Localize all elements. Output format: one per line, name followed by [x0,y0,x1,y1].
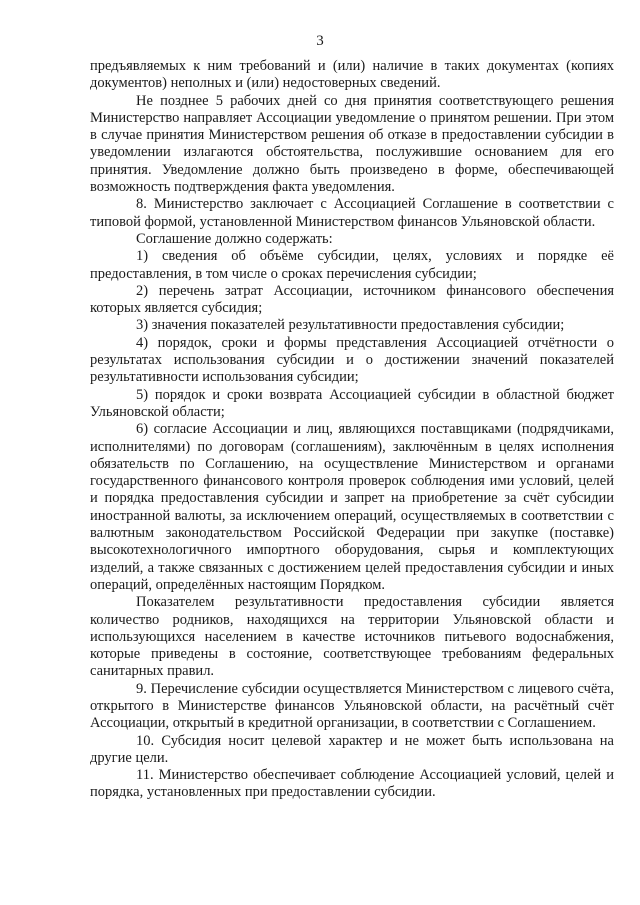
paragraph: Соглашение должно содержать: [136,230,333,247]
page-number: 3 [316,33,324,49]
paragraph: 1) сведения об объёме субсидии, целях, условиях и порядке её предоставления, в том числе о сроках перечисления субсидии; [90,248,614,282]
paragraph: Показателем результативности предоставления субсидии является количество родников, находящихся на территории Ульяновской области и использующихся населением в качестве источников питьевого водоснабжения, которые приведены в состояние, соответствующее требованиям федеральных санитарных правил. [90,594,614,680]
paragraph: 4) порядок, сроки и формы представления Ассоциацией отчётности о результатах использования субсидии и о достижении значений показателей результативности использования субсидии; [90,334,614,386]
paragraph: 3) значения показателей результативности предоставления субсидии; [136,317,565,334]
paragraph: 9. Перечисление субсидии осуществляется Министерством с лицевого счёта, открытого в Министерстве финансов Ульяновской области, на расчётный счёт Ассоциации, открытый в кредитной организации, в соответствии с Соглашением. [90,680,614,732]
paragraph: 5) порядок и сроки возврата Ассоциацией субсидии в областной бюджет Ульяновской области; [90,386,614,420]
paragraph: 2) перечень затрат Ассоциации, источником финансового обеспечения которых является субсидия; [90,282,614,317]
paragraph: Не позднее 5 рабочих дней со дня принятия соответствующего решения Министерство направляет Ассоциации уведомление о принятом решении. При этом в случае принятия Министерством решения об отказе в предоставлении субсидии в уведомлении излагаются обстоятельства, послужившие основанием для его принятия. Уведомление должно быть произведено в форме, обеспечивающей возможность подтверждения факта уведомления. [90,92,614,196]
paragraph: 8. Министерство заключает с Ассоциацией Соглашение в соответствии с типовой формой, установленной Министерством финансов Ульяновской области. [90,196,614,230]
paragraph: 10. Субсидия носит целевой характер и не может быть использована на другие цели. [90,732,614,766]
paragraph: предъявляемых к ним требований и (или) наличие в таких документах (копиях документов) неполных и (или) недостоверных сведений. [90,58,614,92]
paragraph: 6) согласие Ассоциации и лиц, являющихся поставщиками (подрядчиками, исполнителями) по договорам (соглашениям), заключённым в целях исполнения обязательств по Соглашению, на осуществление Министерством и органами государственного финансового контроля проверок соблюдения ими условий, целей и порядка предоставления субсидии и запрет на приобретение за счёт субсидии иностранной валюты, за исключением операций, осуществляемых в соответствии с валютным законодательством Российской Федерации при закупке (поставке) высокотехнологичного импортного оборудования, сырья и комплектующих изделий, а также связанных с достижением целей предоставления субсидии и иных операций, определённых настоящим Порядком. [90,421,614,593]
document-body [90,58,614,802]
paragraph: 11. Министерство обеспечивает соблюдение Ассоциацией условий, целей и порядка, установленных при предоставлении субсидии. [90,767,614,801]
